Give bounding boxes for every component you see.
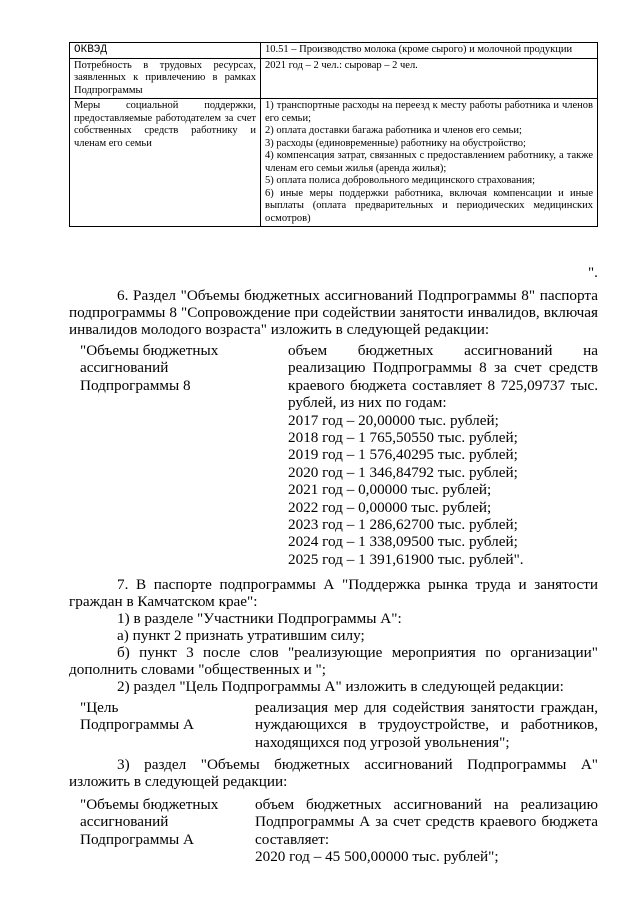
table-row	[70, 58, 598, 99]
employer-info-table	[69, 42, 598, 227]
budget-year-line: 2019 год – 1 576,40295 тыс. рублей;	[288, 446, 518, 464]
budget-year-line: 2017 год – 20,00000 тыс. рублей;	[288, 411, 499, 429]
budget-year-line: 2023 год – 1 286,62700 тыс. рублей;	[288, 516, 518, 534]
table-row	[70, 99, 598, 227]
budget-year-line: 2020 год – 45 500,00000 тыс. рублей";	[255, 848, 499, 866]
item-6-paragraph: 6. Раздел "Объемы бюджетных ассигнований Подпрограммы 8" паспорта подпрограммы 8 "Сопровождение при содействии занятости инвалидов, включая инвалидов молодого возраста" изложить в следующей редакции:	[69, 287, 598, 338]
table-label-cell: Меры социальной поддержки, предоставляемые работодателем за счет собственных средств работнику и членам его семьи	[70, 99, 261, 227]
item-7-sub1: 1) в разделе "Участники Подпрограммы А":	[117, 610, 402, 627]
table-label-cell: ОКВЭД	[70, 43, 261, 59]
table-value-line: 1) транспортные расходы на переезд к месту работы работника и членов его семьи;	[265, 100, 593, 124]
table-closing-quote: ".	[588, 265, 598, 281]
item-7-intro: 7. В паспорте подпрограммы А "Поддержка рынка труда и занятости граждан в Камчатском крае":	[69, 576, 598, 610]
table-value-line: 3) расходы (единовременные) работнику на обустройство;	[265, 137, 526, 149]
table-row	[70, 43, 598, 59]
table-value-line: 4) компенсация затрат, связанных с предоставлением работнику, а также членам его семьи жилья (аренда жилья);	[265, 150, 593, 174]
table-value-line: 10.51 – Производство молока (кроме сырого) и молочной продукции	[265, 44, 573, 55]
table-value-line: 2) оплата доставки багажа работника и членов его семьи;	[265, 125, 522, 136]
item-6-budget-intro: объем бюджетных ассигнований на реализацию Подпрограммы 8 за счет средств краевого бюджета составляет 8 725,09737 тыс. рублей, из них по годам:	[288, 342, 598, 412]
budget-year-line: 2024 год – 1 338,09500 тыс. рублей;	[288, 533, 518, 551]
item-7-sub1b: б) пункт 3 после слов "реализующие мероприятия по организации" дополнить словами "общественных и ";	[69, 644, 598, 678]
table-value-line: 2021 год – 2 чел.: сыровар – 2 чел.	[265, 59, 418, 71]
table-label-cell: Потребность в трудовых ресурсах, заявленных к привлечению в рамках Подпрограммы	[70, 58, 261, 99]
item-7-sub3: 3) раздел "Объемы бюджетных ассигнований Подпрограммы А" изложить в следующей редакции:	[69, 756, 598, 790]
item-7-sub1a: а) пункт 2 признать утратившим силу;	[117, 627, 365, 644]
goal-label: "Цель Подпрограммы А	[80, 699, 194, 734]
table-value-cell	[261, 58, 598, 99]
goal-value: реализация мер для содействия занятости граждан, нуждающихся в трудоустройстве, и работников, находящихся под угрозой увольнения";	[255, 699, 598, 751]
budget-year-line: 2021 год – 0,00000 тыс. рублей;	[288, 481, 492, 499]
table-value-line: 6) иные меры поддержки работника, включая компенсации и иные выплаты (оплата предварительных и периодических медицинских осмотров)	[265, 187, 593, 224]
item-7-sub2: 2) раздел "Цель Подпрограммы А" изложить в следующей редакции:	[117, 678, 564, 695]
table-value-line: 5) оплата полиса добровольного медицинского страхования;	[265, 175, 536, 186]
table-value-cell	[261, 43, 598, 59]
budget-year-line: 2018 год – 1 765,50550 тыс. рублей;	[288, 429, 518, 447]
budget-a-label: "Объемы бюджетных ассигнований Подпрограммы А	[80, 796, 219, 848]
budget-year-line: 2020 год – 1 346,84792 тыс. рублей;	[288, 463, 518, 481]
budget-a-value	[255, 796, 598, 866]
item-6-budget-value	[288, 342, 598, 568]
budget-year-line: 2022 год – 0,00000 тыс. рублей;	[288, 498, 492, 516]
budget-year-line: 2025 год – 1 391,61900 тыс. рублей".	[288, 550, 524, 568]
item-6-budget-label: "Объемы бюджетных ассигнований Подпрограммы 8	[80, 342, 219, 394]
table-value-cell	[261, 99, 598, 227]
budget-a-intro: объем бюджетных ассигнований на реализацию Подпрограммы А за счет средств краевого бюджета составляет:	[255, 796, 598, 848]
